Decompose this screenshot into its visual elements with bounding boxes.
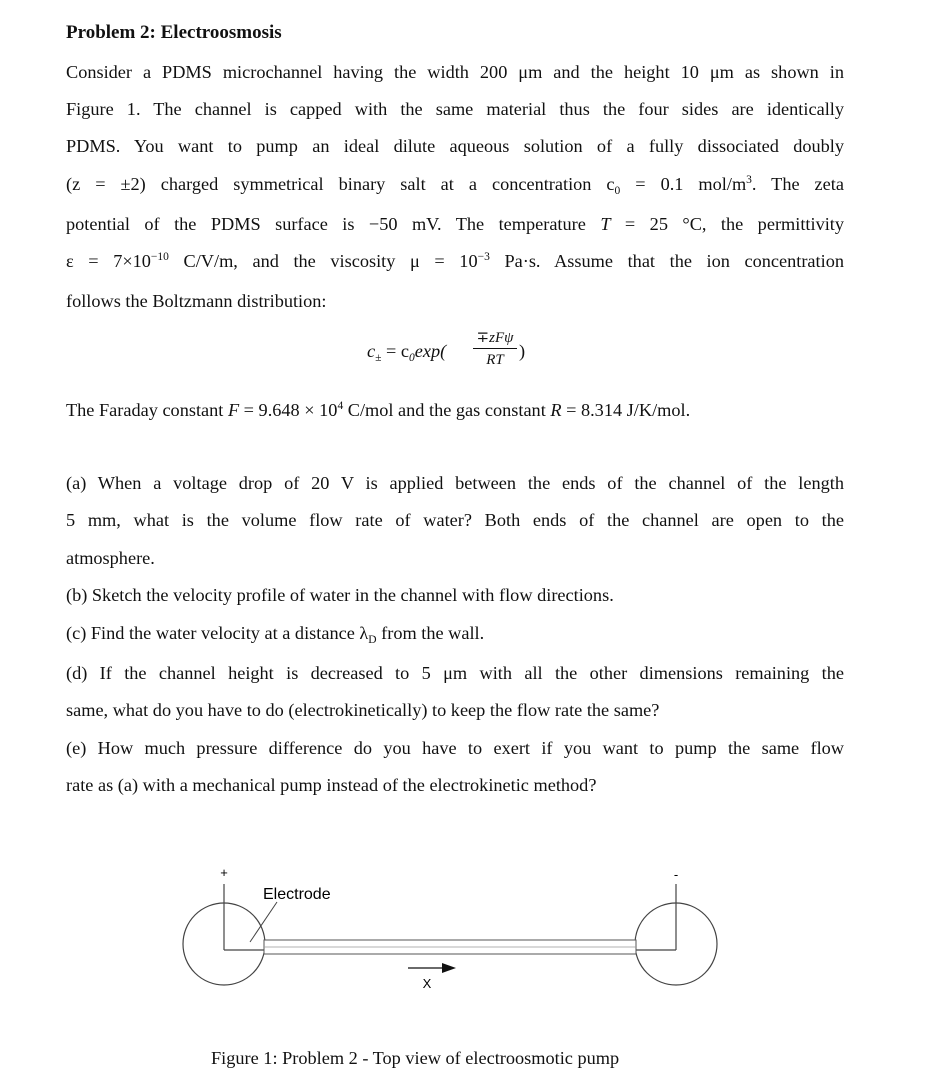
electroosmotic-pump-figure	[180, 862, 740, 1002]
intro-line-6: $\varepsilon = 7\times 10^{-10}$ C/V/m, and the viscosity $\mu = 10^{-3}$ Pa·s. Assume that the ion concentration	[66, 251, 844, 272]
intro-line-1: Consider a PDMS microchannel having the width 200 μm and the height 10 μm as shown in	[66, 62, 844, 82]
equation-numerator: ∓zFψ	[473, 328, 517, 349]
x-axis-arrowhead	[442, 963, 456, 973]
equation-close: )	[519, 341, 526, 361]
constants-line: The Faraday constant $F = 9.648 \times 10^4$ C/mol and the gas constant R = 8.314 J/K/mol.	[66, 400, 691, 420]
problem-intro	[66, 54, 844, 320]
problem-title: Problem 2: Electroosmosis	[66, 22, 282, 43]
part-a-line-3: atmosphere.	[66, 547, 155, 568]
figure-caption: Figure 1: Problem 2 - Top view of electroosmotic pump	[211, 1048, 620, 1068]
part-e-line-2: rate as (a) with a mechanical pump instead of the electrokinetic method?	[66, 775, 597, 796]
part-e-line-1: (e) How much pressure difference do you have to exert if you want to pump the same flow	[66, 737, 844, 758]
part-c: (c) Find the water velocity at a distance $\lambda_D$ from the wall.	[66, 622, 485, 646]
intro-line-5: potential of the PDMS surface is −50 mV. The temperature T = 25 °C, the permittivity	[66, 213, 845, 234]
x-axis-label: X	[422, 976, 432, 991]
intro-line-3: PDMS. You want to pump an ideal dilute aqueous solution of a fully dissociated doubly	[66, 136, 844, 157]
part-a-line-2: 5 mm, what is the volume flow rate of water? Both ends of the channel are open to the	[66, 510, 844, 531]
electrode-leader-line	[250, 902, 277, 942]
part-d-line-1: (d) If the channel height is decreased to 5 μm with all the other dimensions remaining the	[66, 663, 844, 684]
plus-label: +	[220, 865, 228, 880]
part-d-line-2: same, what do you have to do (electrokinetically) to keep the flow rate the same?	[66, 700, 660, 721]
problem-parts	[66, 465, 844, 805]
equation-fraction	[473, 328, 517, 371]
equation-lhs: $c_\pm = c_0\exp$(	[367, 341, 447, 364]
part-b: (b) Sketch the velocity profile of water in the channel with flow directions.	[66, 585, 614, 606]
intro-line-7: follows the Boltzmann distribution:	[66, 291, 327, 312]
electrode-label: Electrode	[263, 886, 331, 903]
equation-denominator: RT	[486, 352, 504, 368]
intro-line-4: (z = ±2) charged symmetrical binary salt at a concentration $c_0 = 0.1$ mol/$m^3$. The zeta	[66, 173, 844, 197]
minus-label: -	[673, 867, 679, 882]
part-a-line-1: (a) When a voltage drop of 20 V is applied between the ends of the channel of the length	[66, 473, 844, 493]
intro-line-2: Figure 1. The channel is capped with the same material thus the four sides are identically	[66, 99, 844, 120]
